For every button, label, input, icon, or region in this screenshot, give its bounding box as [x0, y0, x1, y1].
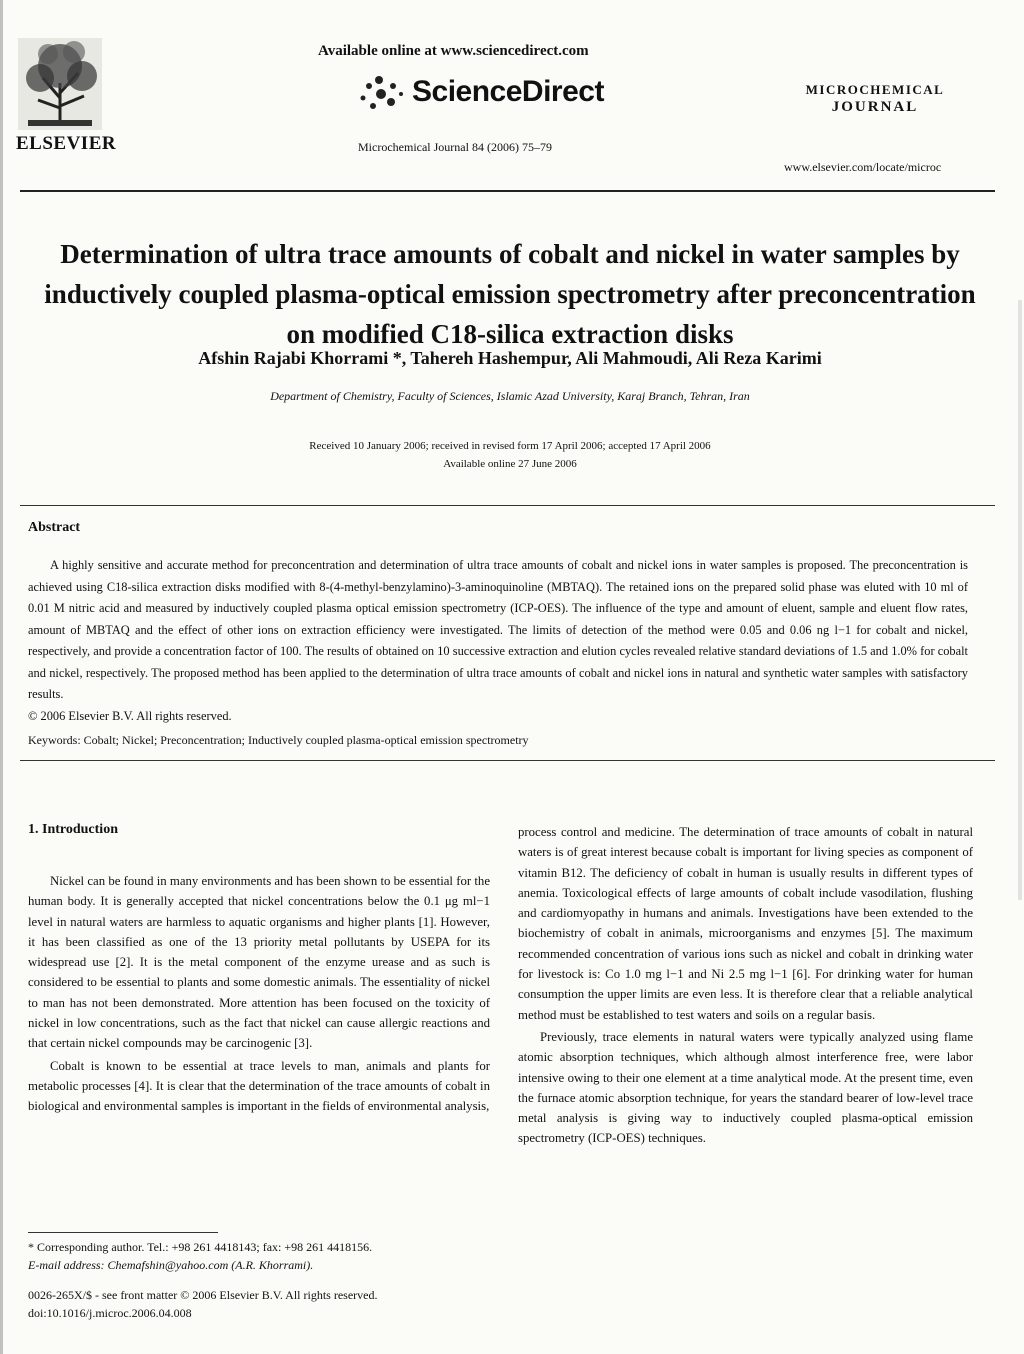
scan-artifact	[1018, 300, 1022, 900]
journal-logo-line-1: MICROCHEMICAL	[805, 82, 945, 97]
abstract-divider	[20, 505, 995, 506]
scan-artifact	[0, 0, 3, 1354]
footnote-divider	[28, 1232, 218, 1233]
left-column	[28, 871, 490, 1119]
intro-paragraph: Cobalt is known to be essential at trace levels to man, animals and plants for metabolic processes [4]. It is clear that the determination of the trace amounts of cobalt in biological and environmental samples is important in the fields of environmental analysis,	[28, 1058, 490, 1114]
section-heading-introduction: 1. Introduction	[28, 822, 118, 837]
article-title: Determination of ultra trace amounts of cobalt and nickel in water samples by inductively coupled plasma-optical emission spectrometry after preconcentration on modified C18-silica extraction disks	[44, 239, 976, 349]
issn-copyright-line: 0026-265X/$ - see front matter © 2006 Elsevier B.V. All rights reserved.	[28, 1288, 378, 1302]
keywords-divider	[20, 760, 995, 761]
doi-link[interactable]: doi:10.1016/j.microc.2006.04.008	[28, 1306, 192, 1320]
header-divider	[20, 190, 995, 192]
email-note: E-mail address: Chemafshin@yahoo.com (A.R. Khorrami).	[28, 1258, 314, 1272]
journal-reference: Microchemical Journal 84 (2006) 75–79	[358, 140, 552, 154]
journal-url-link[interactable]: www.elsevier.com/locate/microc	[784, 160, 942, 174]
available-online-date: Available online 27 June 2006	[443, 458, 577, 470]
abstract-text: A highly sensitive and accurate method for preconcentration and determination of ultra trace amounts of cobalt and nickel ions in water samples is proposed. The preconcentration is achieved using C18-silica extraction disks modified with 8-(4-methyl-benzylamino)-3-aminoquinoline (MBTAQ). The retained ions on the prepared solid phase was eluted with 10 ml of 0.01 M nitric acid and measured by inductively coupled plasma optical emission spectrometry (ICP-OES). The influence of the type and amount of eluent, sample and eluent flow rates, amount of MBTAQ and the effect of other ions on extraction efficiency were investigated. The limits of detection of the method were 0.05 and 0.06 ng l−1 for cobalt and nickel, respectively, and provide a concentration factor of 100. The results of obtained on 10 successive extraction and elution cycles revealed relative standard deviations of 1.5 and 1.0% for cobalt and nickel, respectively. The proposed method has been applied to the determination of ultra trace amounts of cobalt and nickel ions in natural and synthetic water samples with satisfactory results.	[28, 558, 968, 701]
keywords-line: Keywords: Cobalt; Nickel; Preconcentration; Inductively coupled plasma-optical emission spectrometry	[28, 733, 529, 747]
author-affiliation: Department of Chemistry, Faculty of Sciences, Islamic Azad University, Karaj Branch, Tehran, Iran	[270, 389, 750, 403]
article-authors: Afshin Rajabi Khorrami *, Tahereh Hashempur, Ali Mahmoudi, Ali Reza Karimi	[198, 348, 822, 368]
received-dates: Received 10 January 2006; received in revised form 17 April 2006; accepted 17 April 2006	[309, 440, 711, 452]
sciencedirect-wordmark: ScienceDirect	[412, 75, 604, 108]
corresponding-author-note: * Corresponding author. Tel.: +98 261 4418143; fax: +98 261 4418156.	[28, 1240, 373, 1254]
journal-logo-line-2: JOURNAL	[831, 99, 919, 116]
intro-paragraph: Previously, trace elements in natural waters were typically analyzed using flame atomic absorption techniques, which although almost interference free, were labor intensive owing to their one element at a time analytical mode. At the present time, even the furnace atomic absorption technique, for years the standard bearer of low-level trace metal analysis is giving way to inductively coupled plasma-optical emission spectrometry (ICP-OES) techniques.	[518, 1029, 973, 1146]
intro-paragraph: process control and medicine. The determination of trace amounts of cobalt in natural waters is of great interest because cobalt is important for living species as component of vitamin B12. The deficiency of cobalt in human is usually results in different types of anemia. Toxicological effects of large amounts of cobalt include vasodilation, flushing and cardiomyopathy in humans and animals. Investigations have been extended to the biochemistry of cobalt in animals, microorganisms and enzymes [5]. The maximum recommended concentration of various ions such as nickel and cobalt in drinking water for livestock is: Co 1.0 mg l−1 and Ni 2.5 mg l−1 [6]. For drinking water for human consumption the upper limits are even less. It is therefore clear that a reliable analytical method must be established to test waters and soils on a regular basis.	[518, 825, 973, 1022]
journal-logo	[780, 82, 970, 117]
publisher-name: ELSEVIER	[16, 133, 117, 154]
right-column	[518, 822, 973, 1151]
abstract-heading: Abstract	[28, 520, 81, 535]
elsevier-tree-logo-icon	[18, 38, 102, 130]
abstract-body	[28, 555, 968, 727]
abstract-copyright: © 2006 Elsevier B.V. All rights reserved.	[28, 708, 232, 723]
available-online-banner: Available online at www.sciencedirect.com	[318, 43, 589, 59]
intro-paragraph: Nickel can be found in many environments and has been shown to be essential for the human body. It is generally accepted that nickel concentrations below the 0.1 μg ml−1 level in natural waters are harmless to aquatic organisms and higher plants [1]. However, it has been classified as one of the 13 priority metal pollutants by USEPA for its widespread use [2]. It is the metal component of the enzyme urease and as such is considered to be essential to plants and some domestic animals. The essentiality of nickel to man has not been demonstrated. More attention has been focused on the toxicity of nickel in low concentrations, such as the fact that nickel can cause allergic reactions and that certain nickel compounds may be carcinogenic [3].	[28, 874, 490, 1051]
